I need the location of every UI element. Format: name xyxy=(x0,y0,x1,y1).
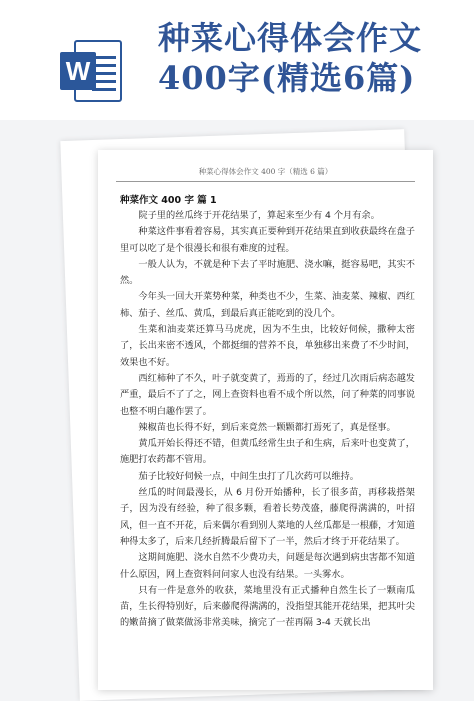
paragraph: 一般人认为，不就是种下去了平时施肥、浇水嘛，挺容易吧，其实不然。 xyxy=(120,258,415,287)
word-document-icon xyxy=(60,40,122,102)
paragraph: 只有一件是意外的收获，菜地里没有正式播种自然生长了一颗南瓜苗，生长得特别好，后来藤爬得满满的，没指望其能开花结果，把其叶尖的嫩苗摘了做菜做汤非常美味，摘完了一茬再隔 3-4 天就长出 xyxy=(120,584,415,629)
paragraph: 西红柿种了不久，叶子就变黄了，焉焉的了，经过几次雨后病态越发严重，最后不了了之，网上查资料也看不成个所以然，问了种菜的同事说也整不明白趣作罢了。 xyxy=(120,372,415,417)
banner-title-line-1: 种菜心得体会作文 xyxy=(158,19,423,57)
paragraph: 生菜和油麦菜还算马马虎虎，因为不生虫，比较好伺候，撒种太密了，长出来密不透风，个都挺细的营养不良，单独移出来费了不少时间，效果也不好。 xyxy=(120,324,415,368)
running-header: 种菜心得体会作文 400 字（精选 6 篇） xyxy=(198,167,333,176)
paragraph: 种菜这件事看着容易，其实真正要种到开花结果直到收获最终在盘子里可以吃了是个很漫长和很有难度的过程。 xyxy=(120,226,415,254)
paragraph: 院子里的丝瓜终于开花结果了，算起来至少有 4 个月有余。 xyxy=(138,210,380,221)
paragraph: 辣椒苗也长得不好，到后来竟然一颗颗都打焉死了，真是怪事。 xyxy=(138,421,396,433)
paragraph: 丝瓜的时间最漫长，从 6 月份开始播种，长了很多苗，再移栽搭架子，因为没有经验，种了很多颗，看着长势茂盛，藤爬得满满的，叶招风，但一直不开花，后来偶尔看到别人菜地的人丝瓜都是一根藤，才知道种得太多了，后来几经折腾最后留下了一半，然后才终于开花结果了。 xyxy=(120,487,415,547)
paragraph: 今年头一回大开菜势种菜，种类也不少，生菜、油麦菜、辣椒、西红柿、茄子、丝瓜、黄瓜，到最后真正能吃到的没几个。 xyxy=(120,291,415,319)
document-body xyxy=(98,182,433,632)
paragraph: 这期间施肥、浇水自然不少费功夫，问题是每次遇到病虫害都不知道什么原因，网上查资料问问家人也没有结果。一头雾水。 xyxy=(120,552,415,580)
paragraph: 茄子比较好伺候一点，中间生虫打了几次药可以维持。 xyxy=(138,470,359,482)
document-page xyxy=(98,150,433,690)
document-heading: 种菜作文 400 字 篇 1 xyxy=(120,195,217,206)
paragraph: 黄瓜开始长得还不错，但黄瓜经常生虫子和生病，后来叶也变黄了，施肥打农药都不管用。 xyxy=(120,438,415,466)
banner-title-line-2: 400字(精选6篇) xyxy=(158,59,416,97)
header-banner xyxy=(0,0,474,120)
banner-title xyxy=(158,18,422,98)
word-badge: W xyxy=(60,52,96,90)
